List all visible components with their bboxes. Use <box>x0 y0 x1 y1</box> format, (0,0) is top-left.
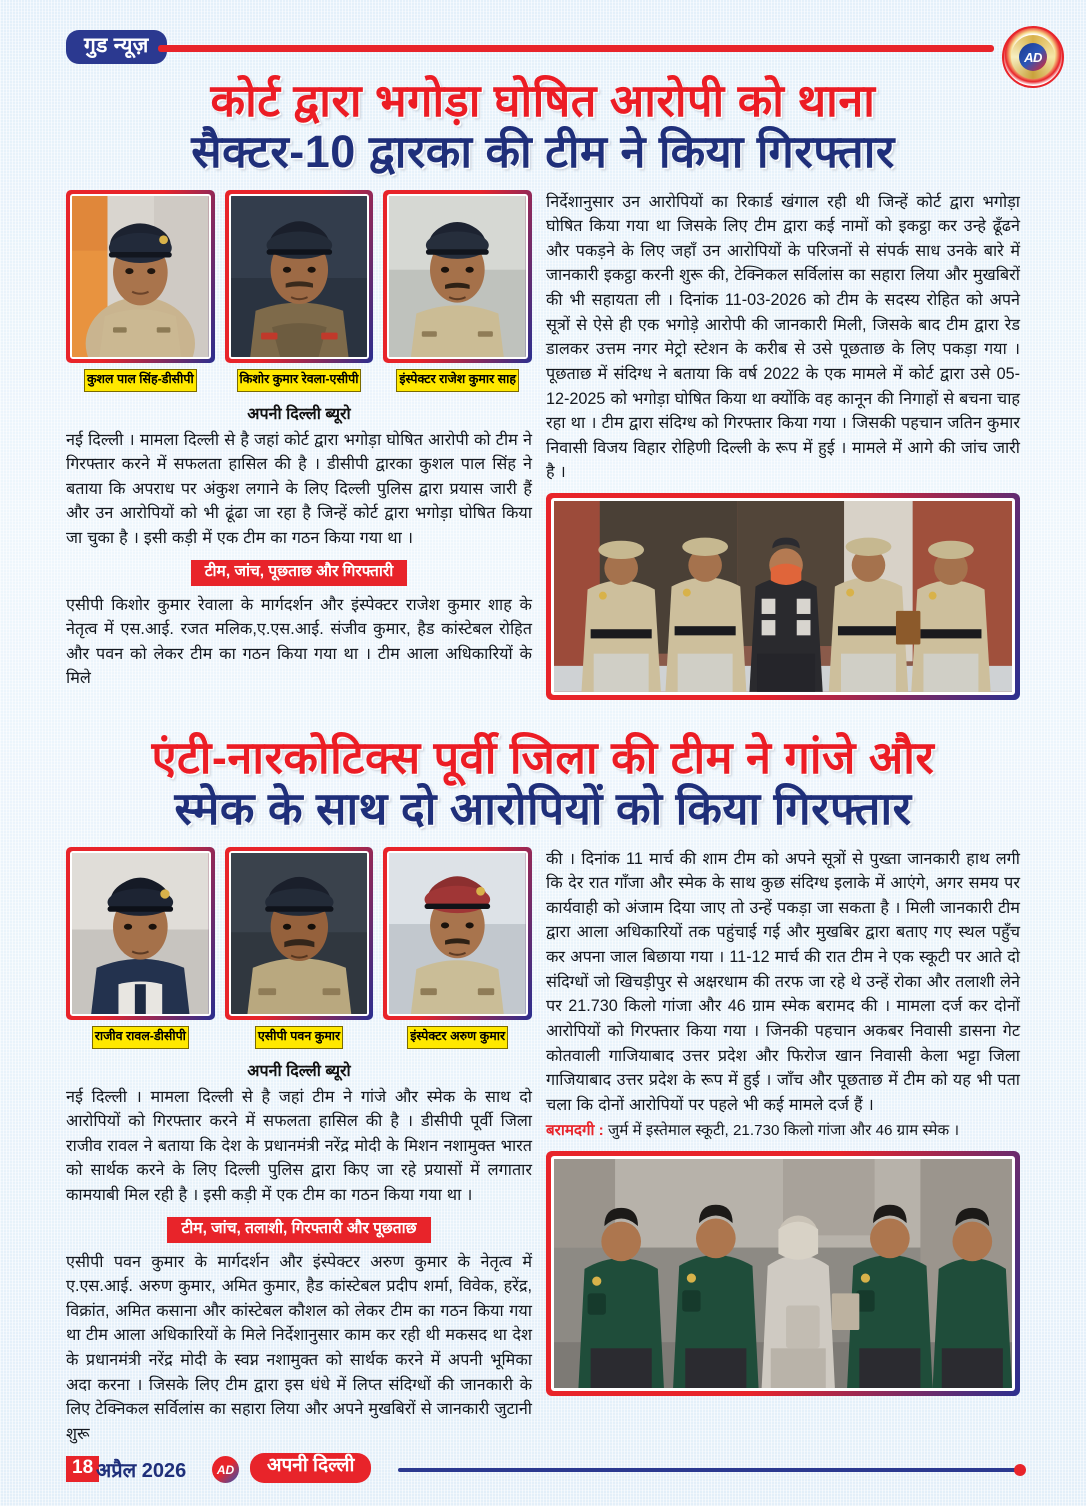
byline: अपनी दिल्ली ब्यूरो <box>247 405 351 423</box>
portrait-cell <box>66 847 215 1049</box>
article-narcotics-arrest <box>0 732 1086 1443</box>
photo-frame-inner <box>229 194 370 359</box>
photo-frame <box>66 190 215 363</box>
article-1-left-paragraph-2: एसीपी किशोर कुमार रेवाला के मार्गदर्शन और इंस्पेक्टर राजेश कुमार शाह के नेतृत्व में एस.आई. रजत मलिक,ए.एस.आई. संजीव कुमार, हैड कांस्टेबल रोहित और पवन को लेकर टीम का गठन किया गया था । टीम आला अधिकारियों के मिले <box>66 595 532 688</box>
footer-logo-icon: AD <box>212 1456 239 1483</box>
arrest-group-photo-dwarka <box>554 501 1012 692</box>
portrait-caption: राजीव रावल-डीसीपी <box>92 1026 189 1049</box>
page-footer <box>0 1450 1086 1492</box>
footer-rule <box>398 1468 1020 1472</box>
recovery-label: बरामदगी : <box>546 1122 604 1140</box>
good-news-badge: गुड न्यूज़ <box>66 30 167 64</box>
article-1-left-column <box>66 190 532 691</box>
photo-frame <box>66 847 215 1020</box>
officer-portrait-arun-kumar <box>389 853 526 1014</box>
portrait-caption: किशोर कुमार रेवला-एसीपी <box>237 369 362 392</box>
article-2-subheading: टीम, जांच, तलाशी, गिरफ्तारी और पूछताछ <box>167 1217 430 1243</box>
portrait-cell <box>225 847 374 1049</box>
logo-gold-ring <box>1011 35 1055 79</box>
article-1-headline <box>0 75 1086 177</box>
recovery-line <box>546 1120 1020 1143</box>
headline-line-2: स्मेक के साथ दो आरोपियों को किया गिरफ्तार <box>174 782 912 834</box>
footer-paper-name: अपनी दिल्ली <box>250 1453 371 1483</box>
portrait-cell <box>383 847 532 1049</box>
caption-wrap <box>225 363 374 392</box>
portrait-cell <box>66 190 215 392</box>
article-2-portrait-row <box>66 847 532 1049</box>
masthead-rule <box>158 45 994 52</box>
photo-frame-inner <box>229 851 370 1016</box>
subbar-wrap <box>66 560 532 586</box>
portrait-caption: कुशल पाल सिंह-डीसीपी <box>84 369 197 392</box>
officer-portrait-kushal-pal-singh <box>72 196 209 357</box>
caption-wrap <box>225 1020 374 1049</box>
group-photo-frame <box>546 1151 1020 1396</box>
caption-wrap <box>66 363 215 392</box>
masthead <box>0 18 1086 78</box>
article-court-absconder-arrest <box>0 75 1086 728</box>
group-photo-inner <box>551 1156 1015 1391</box>
article-2-headline <box>0 732 1086 834</box>
footer-day: 18 <box>66 1456 99 1482</box>
footer-end-dot <box>1014 1464 1026 1476</box>
portrait-caption: इंस्पेक्टर अरुण कुमार <box>407 1026 508 1049</box>
article-1-portrait-row <box>66 190 532 392</box>
officer-portrait-rajeev-rawal <box>72 853 209 1014</box>
group-photo-inner <box>551 498 1015 695</box>
caption-wrap <box>383 363 532 392</box>
group-photo-frame <box>546 493 1020 700</box>
article-2-left-paragraph-2: एसीपी पवन कुमार के मार्गदर्शन और इंस्पेक्टर अरुण कुमार के नेतृत्व में ए.एस.आई. अरुण कुमार, अमित कुमार, हैड कांस्टेबल प्रदीप शर्मा, विवेक, हरेंद्र, विक्रांत, अमित कसाना और कांस्टेबल कौशल को लेकर टीम का गठन किया गया था टीम आला अधिकारियों के मिले निर्देशानुसार काम कर रही थी मकसद था देश के प्रधानमंत्री नरेंद्र मोदी के स्वप्न नशामुक्त को सार्थक करने में अपनी भूमिका अदा करना । जिसके लिए टीम द्वारा इस धंधे में लिप्त संदिग्धों की जानकारी के लिए टेक्निकल सर्विलांस का सहारा लिया और अपने मुखबिरों से जानकारी जुटानी शुरू <box>66 1252 532 1443</box>
caption-wrap <box>66 1020 215 1049</box>
officer-portrait-kishore-kumar-rewla <box>231 196 368 357</box>
caption-wrap <box>383 1020 532 1049</box>
photo-frame <box>383 847 532 1020</box>
officer-portrait-pawan-kumar <box>231 853 368 1014</box>
recovery-text: जुर्म में इस्तेमाल स्कूटी, 21.730 किलो गांजा और 46 ग्राम स्मेक । <box>603 1122 960 1140</box>
photo-frame <box>383 190 532 363</box>
article-2-left-column <box>66 847 532 1447</box>
arrest-group-photo-narcotics <box>554 1159 1012 1388</box>
logo-monogram: AD <box>1019 43 1047 71</box>
article-2-right-column <box>546 847 1020 1397</box>
article-1-left-paragraph-1: नई दिल्ली । मामला दिल्ली से है जहां कोर्ट द्वारा भगोड़ा घोषित आरोपी को टीम ने गिरफ्तार करने में सफलता हासिल की है । डीसीपी द्वारका कुशल पाल सिंह ने बताया कि अपराध पर अंकुश लगाने के लिए दिल्ली पुलिस द्वारा प्रयास जारी हैं और उन आरोपियों को भी ढूंढा जा रहा है जिन्हें कोर्ट द्वारा भगोड़ा घोषित किया जा चुका है । इसी कड़ी में एक टीम का गठन किया गया था । <box>66 430 532 548</box>
article-1-right-column <box>546 190 1020 700</box>
article-1-right-paragraph: निर्देशानुसार उन आरोपियों का रिकार्ड खंगाल रही थी जिन्हें कोर्ट द्वारा भगोड़ा घोषित किया गया था जिसके लिए टीम द्वारा कई नामों को इकट्ठा कर उन्हे ढूँढने और पकड़ने के लिए जहाँ उन आरोपियों के परिजनों से संपर्क साध उनके बारे में जानकारी इकट्ठा करनी शुरू की, टेक्निकल सर्विलांस का सहारा लिया और मुखबिरों की भी सहायता ली । दिनांक 11-03-2026 को टीम के सदस्य रोहित को अपने सूत्रों से ऐसे ही एक भगोड़े आरोपी की जानकारी मिली, जिसके बाद टीम द्वारा रेड डालकर उत्तम नगर मेट्रो स्टेशन के करीब से उसे पूछताछ के लिए पकड़ा गया । पूछताछ में संदिग्ध ने बताया कि वर्ष 2022 के एक मामले में कोर्ट द्वारा उसे 05-12-2025 को भगोड़ा घोषित किया था क्योंकि वह कानून की निगाहों से बचना चाह रहा था । टीम द्वारा संदिग्ध को गिरफ्तार किया गया । जिसकी पहचान जतिन कुमार निवासी विजय विहार रोहिणी दिल्ली के रूप में हुई । मामले में आगे की जांच जारी है । <box>546 192 1020 482</box>
headline-line-1: एंटी-नारकोटिक्स पूर्वी जिला की टीम ने गांजे और <box>151 732 935 783</box>
photo-frame-inner <box>70 194 211 359</box>
headline-line-2: सैक्टर-10 द्वारका की टीम ने किया गिरफ्तार <box>191 125 895 177</box>
byline: अपनी दिल्ली ब्यूरो <box>247 1062 351 1080</box>
footer-month-year: अप्रैल 2026 <box>96 1460 187 1482</box>
portrait-cell <box>383 190 532 392</box>
headline-line-1: कोर्ट द्वारा भगोड़ा घोषित आरोपी को थाना <box>210 75 876 126</box>
subbar-wrap <box>66 1217 532 1243</box>
portrait-caption: एसीपी पवन कुमार <box>255 1026 343 1049</box>
photo-frame-inner <box>387 851 528 1016</box>
photo-frame-inner <box>70 851 211 1016</box>
article-2-left-paragraph-1: नई दिल्ली । मामला दिल्ली से है जहां टीम ने गांजे और स्मेक के साथ दो आरोपियों को गिरफ्तार करने में सफलता हासिल की है । डीसीपी पूर्वी जिला राजीव रावल ने बताया कि देश के प्रधानमंत्री नरेंद्र मोदी के मिशन नशामुक्त भारत को सार्थक करने के लिए दिल्ली पुलिस द्वारा किए जा रहे प्रयासों में लगातार कामयाबी मिल रही है । इसी कड़ी में एक टीम का गठन किया गया था । <box>66 1087 532 1205</box>
article-2-right-paragraph: की । दिनांक 11 मार्च की शाम टीम को अपने सूत्रों से पुख्ता जानकारी हाथ लगी कि देर रात गाँजा और स्मेक के साथ कुछ संदिग्ध इलाके में आएंगे, अगर समय पर कार्यवाही को अंजाम दिया जाए तो उन्हें पकड़ा जा सकता है । मिली जानकारी टीम द्वारा आला अधिकारियों तक पहुंचाई गई और मुखबिर द्वारा बताए गए स्थल पहुँच कर अपना जाल बिछाया गया । 11-12 मार्च की रात टीम ने एक स्कूटी पर आते दो संदिग्धों जो खिचड़ीपुर से अक्षरधाम की तरफ जा रहे थे उन्हें रोका और तलाशी लेने पर 21.730 किलो गांजा और 46 ग्राम स्मेक बरामद की । मामला दर्ज कर दोनों आरोपियों को गिरफ्तार किया गया । जिनकी पहचान अकबर निवासी डासना गेट कोतवाली गाजियाबाद उत्तर प्रदेश और फिरोज खान निवासी केला भट्टा जिला गाजियाबाद उत्तर प्रदेश के रूप में हुई । जाँच और पूछताछ में टीम को यह भी पता चला कि दोनों आरोपियों पर पहले भी कई मामले दर्ज हैं । <box>546 849 1020 1114</box>
photo-frame <box>225 847 374 1020</box>
portrait-caption: इंस्पेक्टर राजेश कुमार साह <box>396 369 519 392</box>
photo-frame <box>225 190 374 363</box>
portrait-cell <box>225 190 374 392</box>
article-1-subheading: टीम, जांच, पूछताछ और गिरफ्तारी <box>191 560 408 586</box>
officer-portrait-rajesh-kumar-sah <box>389 196 526 357</box>
photo-frame-inner <box>387 194 528 359</box>
